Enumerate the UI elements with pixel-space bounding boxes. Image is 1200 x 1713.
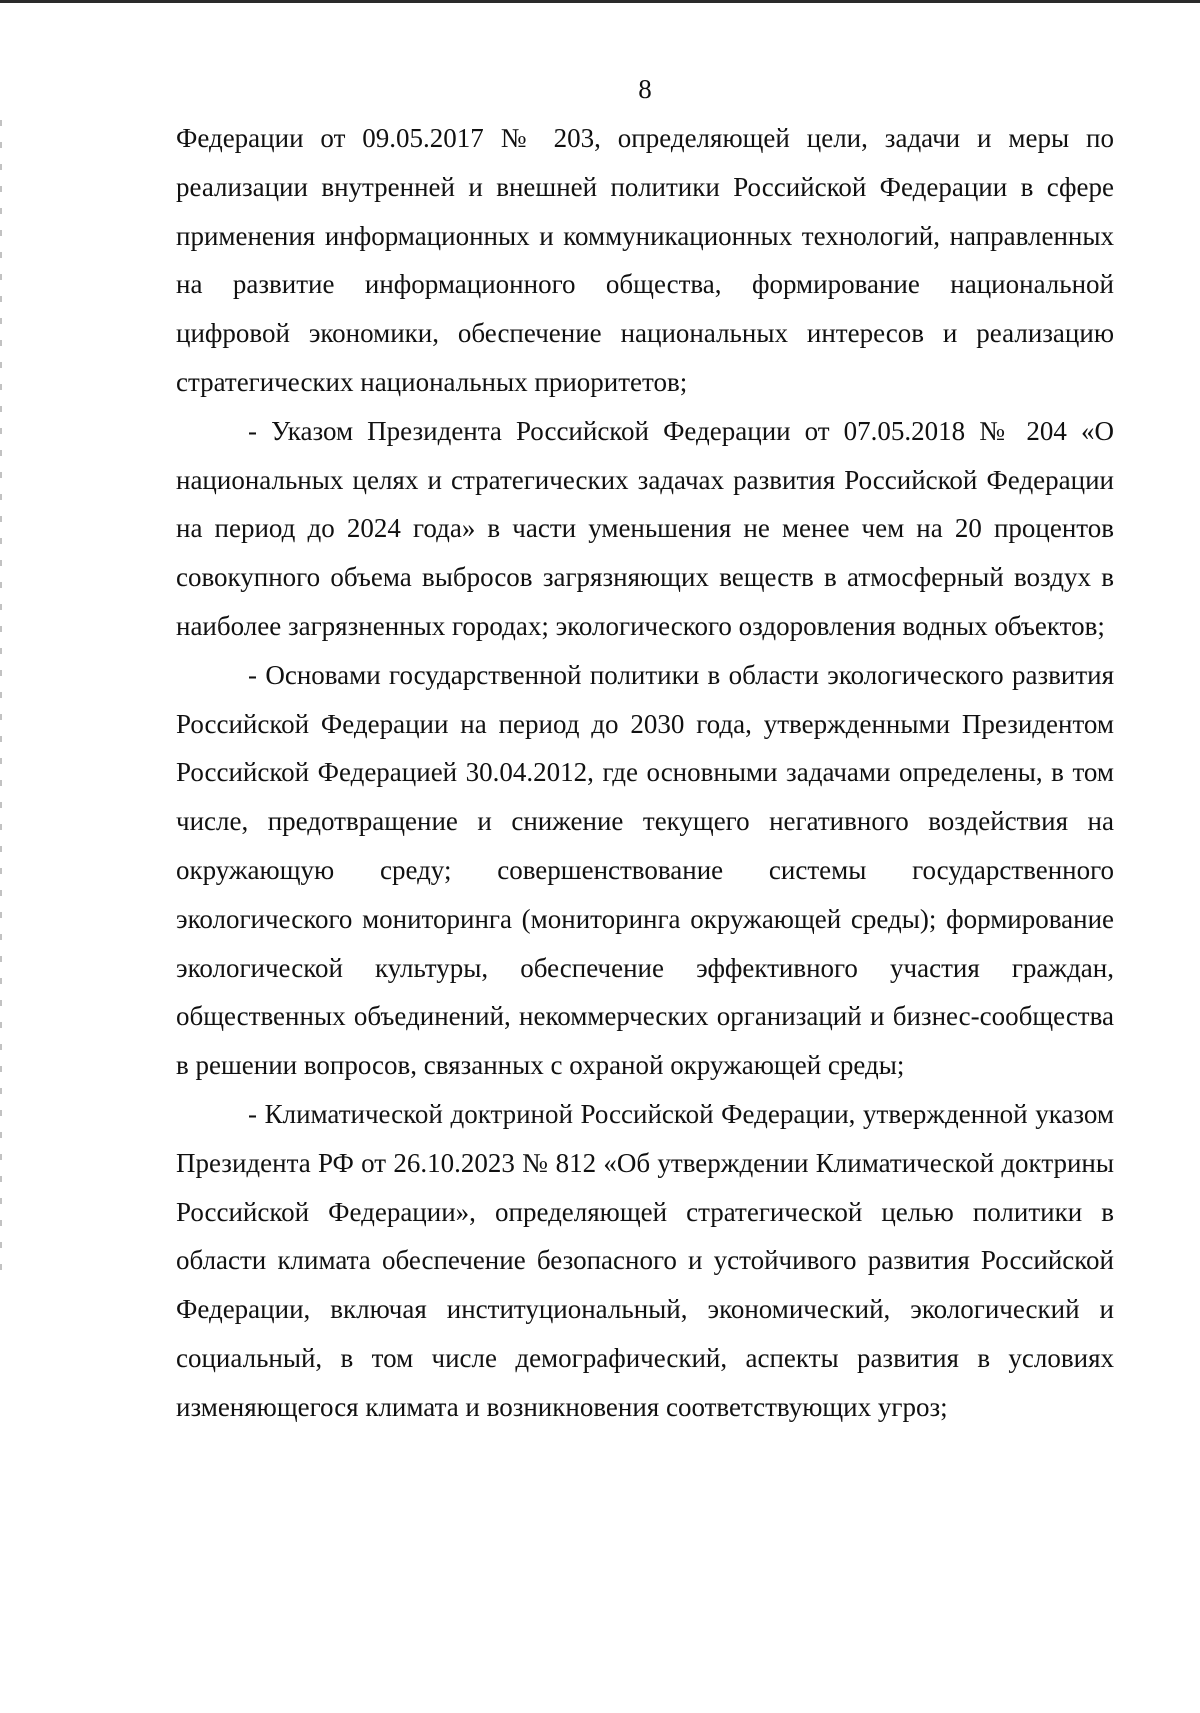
- document-body: [176, 114, 1114, 1432]
- paragraph-decree-204: - Указом Президента Российской Федерации от 07.05.2018 № 204 «О национальных целях и стратегических задачах развития Российской Федерации на период до 2024 года» в части уменьшения не менее чем на 20 процентов совокупного объема выбросов загрязняющих веществ в атмосферный воздух в наиболее загрязненных городах; экологического оздоровления водных объектов;: [176, 415, 1114, 641]
- paragraph-continuation: Федерации от 09.05.2017 № 203, определяющей цели, задачи и меры по реализации внутренней и внешней политики Российской Федерации в сфере применения информационных и коммуникационных технологий, направленных на развитие информационного общества, формирование национальной цифровой экономики, обеспечение национальных интересов и реализацию стратегических национальных приоритетов;: [176, 123, 1114, 397]
- paragraph-ecological-policy: - Основами государственной политики в области экологического развития Российской Федерации на период до 2030 года, утвержденными Президентом Российской Федерацией 30.04.2012, где основными задачами определены, в том числе, предотвращение и снижение текущего негативного воздействия на окружающую среду; совершенствование системы государственного экологического мониторинга (мониторинга окружающей среды); формирование экологической культуры, обеспечение эффективного участия граждан, общественных объединений, некоммерческих организаций и бизнес-сообщества в решении вопросов, связанных с охраной окружающей среды;: [176, 659, 1114, 1081]
- page-number: 8: [638, 74, 652, 104]
- scan-top-edge: [0, 0, 1200, 3]
- paragraph-climate-doctrine: - Климатической доктриной Российской Федерации, утвержденной указом Президента РФ от 26.10.2023 № 812 «Об утверждении Климатической доктрины Российской Федерации», определяющей стратегической целью политики в области климата обеспечение безопасного и устойчивого развития Российской Федерации, включая институциональный, экономический, экологический и социальный, в том числе демографический, аспекты развития в условиях изменяющегося климата и возникновения соответствующих угроз;: [176, 1098, 1114, 1422]
- scan-left-edge: [0, 120, 2, 1280]
